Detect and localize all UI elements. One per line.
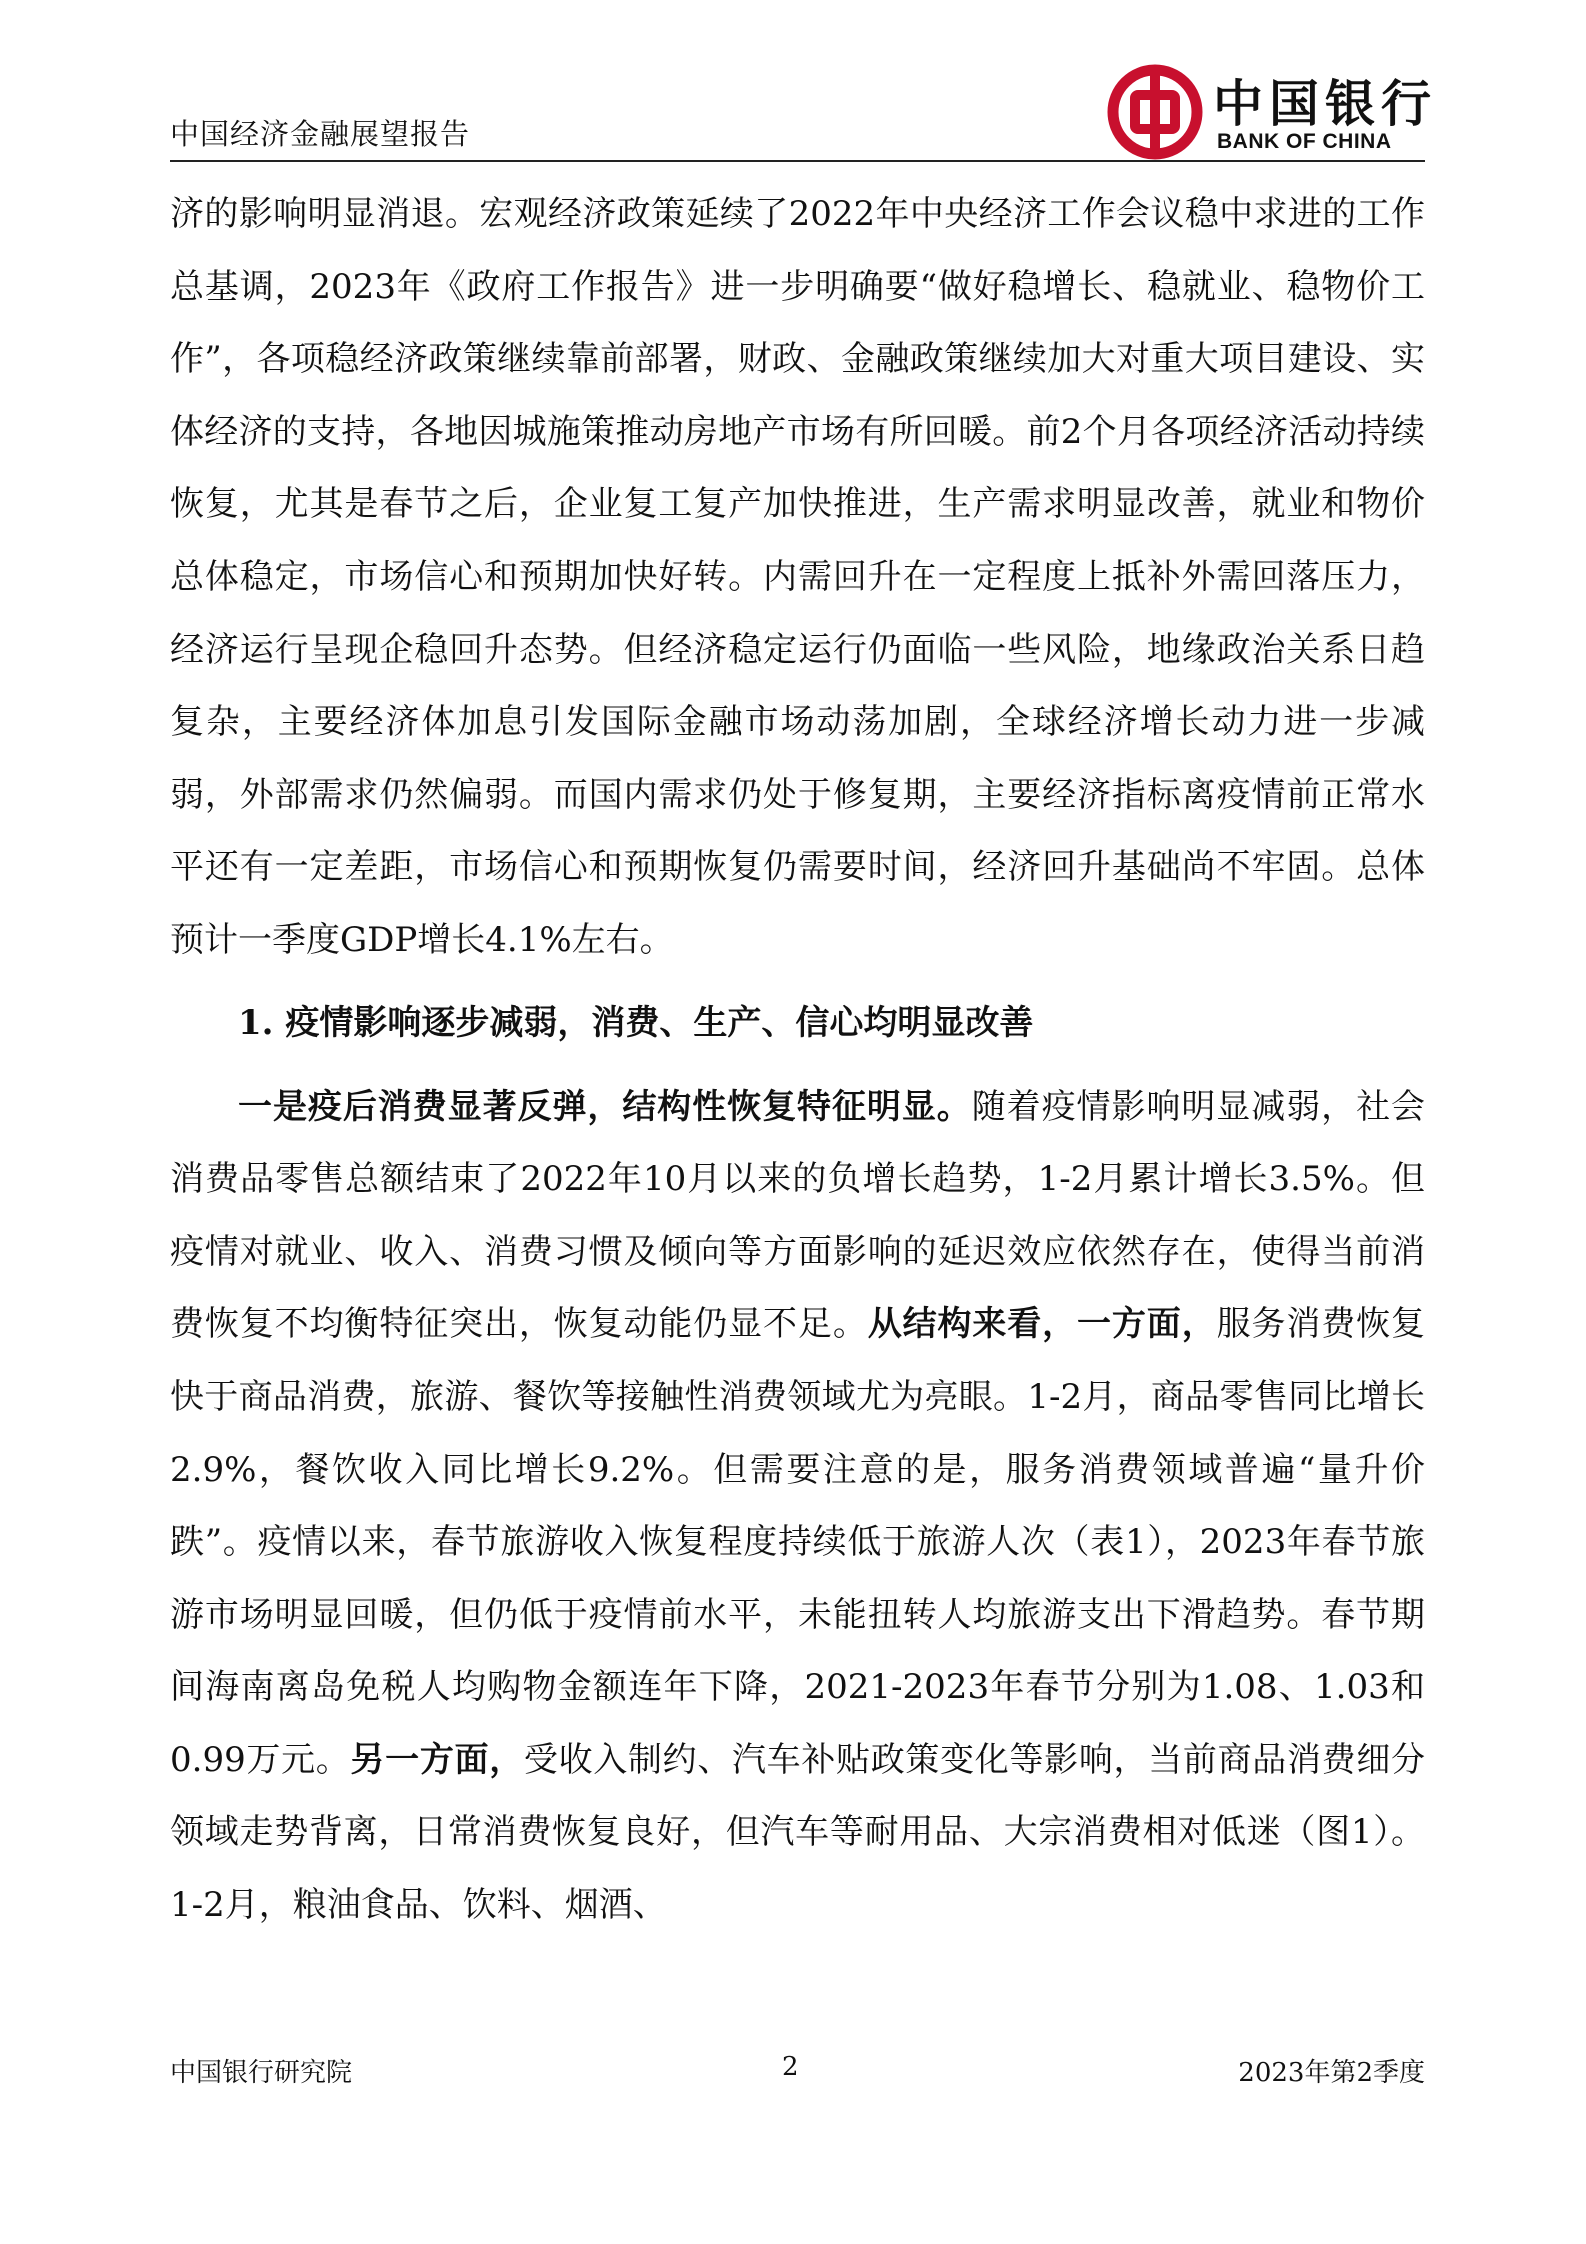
bank-of-china-logo: [1105, 62, 1437, 162]
paragraph-text: 受收入制约、汽车补贴政策变化等影响，当前商品消费细分领域走势背离，日常消费恢复良好，但汽车等耐用品、大宗消费相对低迷（图1）。1-2月，粮油食品、饮料、烟酒、: [170, 1739, 1426, 1926]
page-number: 2: [782, 2052, 799, 2082]
footer-institution: 中国银行研究院: [170, 2058, 353, 2088]
header-divider: [170, 160, 1425, 162]
footer-quarter: 2023年第2季度: [1238, 2058, 1425, 2088]
emphasis-structure: 从结构来看，一方面，: [867, 1304, 1217, 1345]
report-title: 中国经济金融展望报告: [170, 117, 471, 151]
emphasis-other-side: 另一方面，: [350, 1739, 524, 1780]
page-body: [170, 178, 1425, 1942]
section-heading: 1. 疫情影响逐步减弱，消费、生产、信心均明显改善: [238, 1002, 1034, 1043]
paragraph-text: 服务消费恢复快于商品消费，旅游、餐饮等接触性消费领域尤为亮眼。1-2月，商品零售同比增长2.9%，餐饮收入同比增长9.2%。但需要注意的是，服务消费领域普遍“量升价跌”。疫情以来，春节旅游收入恢复程度持续低于旅游人次（表1），2023年春节旅游市场明显回暖，但仍低于疫情前水平，未能扭转人均旅游支出下滑趋势。春节期间海南离岛免税人均购物金额连年下降，2021-2023年春节分别为1.08、1.03和0.99万元。: [170, 1304, 1426, 1780]
paragraph-text: 随着疫情影响明显减弱，社会消费品零售总额结束了2022年10月以来的负增长趋势，1-2月累计增长3.5%。但疫情对就业、收入、消费习惯及倾向等方面影响的延迟效应依然存在，使得当前消费恢复不均衡特征突出，恢复动能仍显不足。: [170, 1086, 1426, 1345]
bank-of-china-emblem-icon: [1105, 62, 1205, 162]
emphasis-lead: 一是疫后消费显著反弹，结构性恢复特征明显。: [238, 1086, 972, 1127]
logo-english-text: BANK OF CHINA: [1217, 130, 1392, 153]
paragraph-consumption: [170, 1071, 1425, 1942]
paragraph-macro-overview: 济的影响明显消退。宏观经济政策延续了2022年中央经济工作会议稳中求进的工作总基调，2023年《政府工作报告》进一步明确要“做好稳增长、稳就业、稳物价工作”，各项稳经济政策继续靠前部署，财政、金融政策继续加大对重大项目建设、实体经济的支持，各地因城施策推动房地产市场有所回暖。前2个月各项经济活动持续恢复，尤其是春节之后，企业复工复产加快推进，生产需求明显改善，就业和物价总体稳定，市场信心和预期加快好转。内需回升在一定程度上抵补外需回落压力，经济运行呈现企稳回升态势。但经济稳定运行仍面临一些风险，地缘政治关系日趋复杂，主要经济体加息引发国际金融市场动荡加剧，全球经济增长动力进一步减弱，外部需求仍然偏弱。而国内需求仍处于修复期，主要经济指标离疫情前正常水平还有一定差距，市场信心和预期恢复仍需要时间，经济回升基础尚不牢固。总体预计一季度GDP增长4.1%左右。: [170, 194, 1425, 960]
logo-chinese-text: 中国银行: [1213, 74, 1437, 133]
